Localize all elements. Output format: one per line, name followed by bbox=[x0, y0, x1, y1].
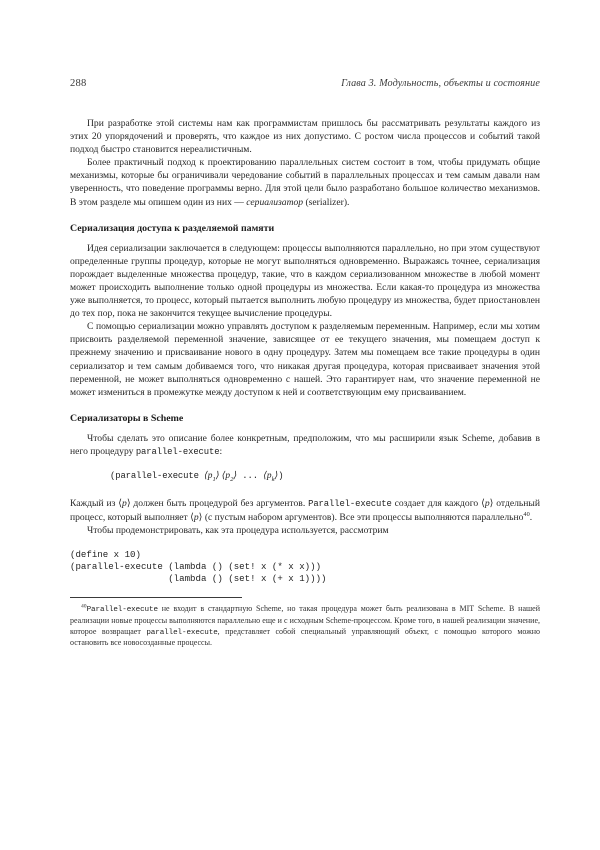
chapter-title: Глава 3. Модульность, объекты и состояние bbox=[341, 78, 540, 89]
code-signature-suffix: ) bbox=[278, 470, 284, 481]
subheading-serializers-in-scheme: Сериализаторы в Scheme bbox=[70, 412, 184, 424]
footnote-40 bbox=[70, 604, 540, 650]
paragraph-3: Идея сериализации заключается в следующем: процессы выполняются параллельно, но при этом существуют определенные группы процедур, которые не могут выполняться одновременно. Выражаясь точнее, сериализация порождает выделенные множества процедур, такие, что в каждом сериализованном множестве в любой момент может происходить выполнение только одной процедуры из множества. Если какая-то процедура из множества уже выполняется, то процесс, который пытается выполнить любую процедуру из множества, будет приостановлен до тех пор, пока не закончится текущее вычисление процедуры. bbox=[70, 242, 540, 320]
subheading-shared-memory-serialization: Сериализация доступа к разделяемой памяти bbox=[70, 222, 275, 234]
code-signature-prefix: (parallel-execute bbox=[110, 470, 205, 481]
paragraph-2-part-a: Более практичный подход к проектированию параллельных систем состоит в том, чтобы придумать общие механизмы, которые бы ограничивали чередование событий в параллельных процессах и тем самым давали нам уверенность, что поведение программы верно. Для этой цели было разработано большое количество механизмов. В этом разделе мы опишем один из них — bbox=[70, 157, 540, 208]
code-block-example bbox=[70, 549, 540, 586]
inline-code-parallel-execute-cap: Parallel-execute bbox=[308, 499, 392, 510]
meta-variable-p1: $⟨p_1⟩$ bbox=[204, 470, 220, 483]
paragraph-2 bbox=[70, 156, 540, 208]
inline-code-parallel-execute: parallel-execute bbox=[135, 446, 220, 457]
footnote-inline-code-1: Parallel-execute bbox=[86, 605, 158, 614]
footnote-text-part-c: , представляет собой специальный управляющий объект, с помощью которого можно остановить все новосозданные процессы. bbox=[70, 626, 540, 648]
footnote-area bbox=[70, 597, 540, 650]
paragraph-6-part-e: ⟩ (с пустым набором аргументов). Все эти процессы выполняются параллельно bbox=[198, 512, 524, 524]
meta-variable-p2: $⟨p_2⟩$ bbox=[221, 470, 238, 483]
code-example-line-2: (parallel-execute (lambda () (set! x (* x x))) bbox=[70, 560, 322, 572]
footnote-text-part-b: не входит в стандартную Scheme, но такая процедура может быть реализована в MIT Scheme. В нашей реализации новые процессы выполняются параллельно еще и с исходным Scheme-процессом. Кроме того, в нашей реализации значение, которое возвращает bbox=[70, 603, 540, 636]
meta-var-p-b: p bbox=[484, 498, 490, 510]
paragraph-1: При разработке этой системы нам как программистам пришлось бы рассматривать результаты каждого из этих 20 упорядочений и проверять, что каждое из них допустимо. С ростом числа процессов и событий такой подход быстро становится нереалистичным. bbox=[70, 118, 540, 156]
paragraph-6 bbox=[70, 497, 540, 524]
paragraph-6-part-d: ⟩ отдельный процесс, который выполняет ⟨ bbox=[70, 498, 540, 524]
footnote-separator-rule bbox=[70, 597, 242, 598]
paragraph-6-part-f: . bbox=[529, 512, 533, 524]
paragraph-6-part-a: Каждый из ⟨ bbox=[70, 498, 123, 510]
footnote-inline-code-2: parallel-execute bbox=[146, 628, 218, 637]
paragraph-4: С помощью сериализации можно управлять доступом к разделяемым переменным. Например, если мы хотим присвоить разделяемой переменной значение, зависящее от ее текущего значения, мы помещаем доступ к прежнему значению и присваивание нового в одну процедуру. Затем мы помещаем все такие процедуры в один сериализатор и тем самым добиваемся того, что никакая другая процедура, которая присваивает значения этой переменной, не может выполняться одновременно с нашей. Это гарантирует нам, что значение переменной не может измениться в промежутке между доступом к ней и соответствующим ему присваиванием. bbox=[70, 321, 540, 398]
meta-variable-pk: $⟨p_k⟩$ bbox=[263, 470, 279, 483]
code-example-line-3: (lambda () (set! x (+ x 1)))) bbox=[70, 573, 327, 585]
meta-var-p-a: p bbox=[122, 498, 127, 510]
term-serializer: сериализатор bbox=[246, 196, 304, 208]
paragraph-5-part-b: : bbox=[219, 445, 223, 457]
paragraph-5-part-a: Чтобы сделать это описание более конкретным, предположим, что мы расширили язык Scheme, добавив в него процедуру bbox=[70, 432, 540, 457]
running-head bbox=[70, 78, 540, 89]
footnote-reference-40: 40 bbox=[523, 511, 530, 519]
page-number: 288 bbox=[70, 78, 87, 89]
paragraph-2-part-b: (serializer). bbox=[303, 196, 350, 208]
paragraph-5 bbox=[70, 432, 540, 459]
code-example-line-1: (define x 10) bbox=[70, 548, 141, 560]
footnote-marker-40: 40 bbox=[81, 603, 87, 610]
paragraph-6-part-c: создает для каждого ⟨ bbox=[391, 498, 485, 510]
meta-var-p-c: p bbox=[193, 512, 199, 524]
code-signature-ellipsis: ... bbox=[237, 470, 264, 481]
paragraph-7: Чтобы продемонстрировать, как эта процедура используется, рассмотрим bbox=[87, 525, 389, 537]
paragraph-6-part-b: ⟩ должен быть процедурой без аргументов. bbox=[126, 498, 309, 510]
body-column bbox=[70, 117, 540, 649]
code-block-parallel-execute-signature bbox=[110, 470, 540, 486]
